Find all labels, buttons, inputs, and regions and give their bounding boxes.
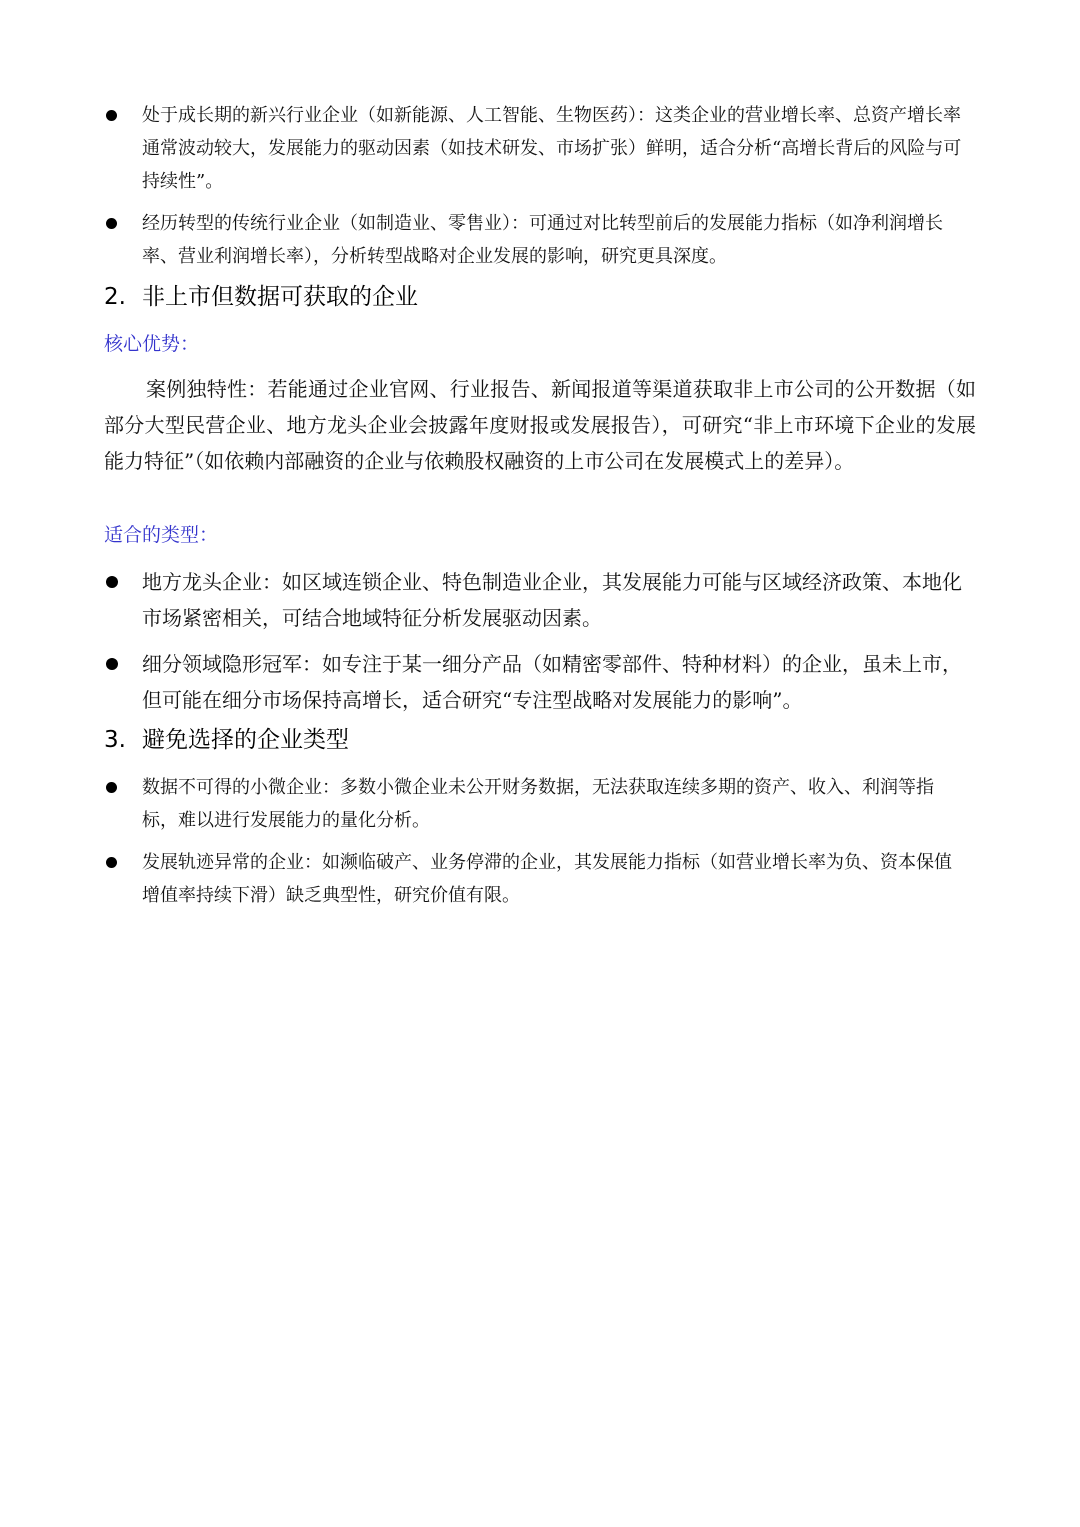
bullet-dot-icon	[106, 857, 117, 868]
list-item	[0, 771, 1080, 837]
bullet-dot-icon	[106, 576, 118, 588]
avoid-types-list	[0, 771, 1080, 912]
list-item	[0, 564, 1080, 636]
section-heading-2	[104, 281, 418, 313]
bullet-dot-icon	[106, 658, 118, 670]
list-item	[0, 99, 1080, 198]
core-advantage-label: 核心优势：	[104, 333, 200, 355]
list-item-text: 地方龙头企业：如区域连锁企业、特色制造业企业，其发展能力可能与区域经济政策、本地化市场紧密相关，可结合地域特征分析发展驱动因素。	[142, 570, 962, 630]
bullet-dot-icon	[106, 218, 117, 229]
list-item-text: 细分领域隐形冠军：如专注于某一细分产品（如精密零部件、特种材料）的企业，虽未上市，但可能在细分市场保持高增长，适合研究“专注型战略对发展能力的影响”。	[142, 652, 962, 712]
section-number: 2.	[104, 284, 126, 310]
list-item-text: 数据不可得的小微企业：多数小微企业未公开财务数据，无法获取连续多期的资产、收入、利润等指标，难以进行发展能力的量化分析。	[142, 777, 934, 831]
list-item	[0, 646, 1080, 718]
section-number: 3.	[104, 727, 126, 753]
bullet-dot-icon	[106, 782, 117, 793]
suitable-types-label: 适合的类型：	[104, 524, 219, 546]
section-title: 避免选择的企业类型	[142, 727, 349, 753]
list-item	[0, 207, 1080, 273]
section-title: 非上市但数据可获取的企业	[142, 284, 418, 310]
section-heading-3	[104, 724, 349, 756]
growth-stage-list	[0, 99, 1080, 273]
core-advantage-paragraph: 案例独特性：若能通过企业官网、行业报告、新闻报道等渠道获取非上市公司的公开数据（如部分大型民营企业、地方龙头企业会披露年度财报或发展报告），可研究“非上市环境下企业的发展能力特征”（如依赖内部融资的企业与依赖股权融资的上市公司在发展模式上的差异）。	[104, 377, 976, 473]
bullet-dot-icon	[106, 110, 117, 121]
suitable-types-list	[0, 564, 1080, 718]
list-item-text: 经历转型的传统行业企业（如制造业、零售业）：可通过对比转型前后的发展能力指标（如净利润增长率、营业利润增长率），分析转型战略对企业发展的影响，研究更具深度。	[142, 213, 943, 267]
list-item	[0, 846, 1080, 912]
list-item-text: 发展轨迹异常的企业：如濒临破产、业务停滞的企业，其发展能力指标（如营业增长率为负、资本保值增值率持续下滑）缺乏典型性，研究价值有限。	[142, 852, 952, 906]
list-item-text: 处于成长期的新兴行业企业（如新能源、人工智能、生物医药）：这类企业的营业增长率、总资产增长率通常波动较大，发展能力的驱动因素（如技术研发、市场扩张）鲜明，适合分析“高增长背后的风险与可持续性”。	[142, 105, 962, 192]
